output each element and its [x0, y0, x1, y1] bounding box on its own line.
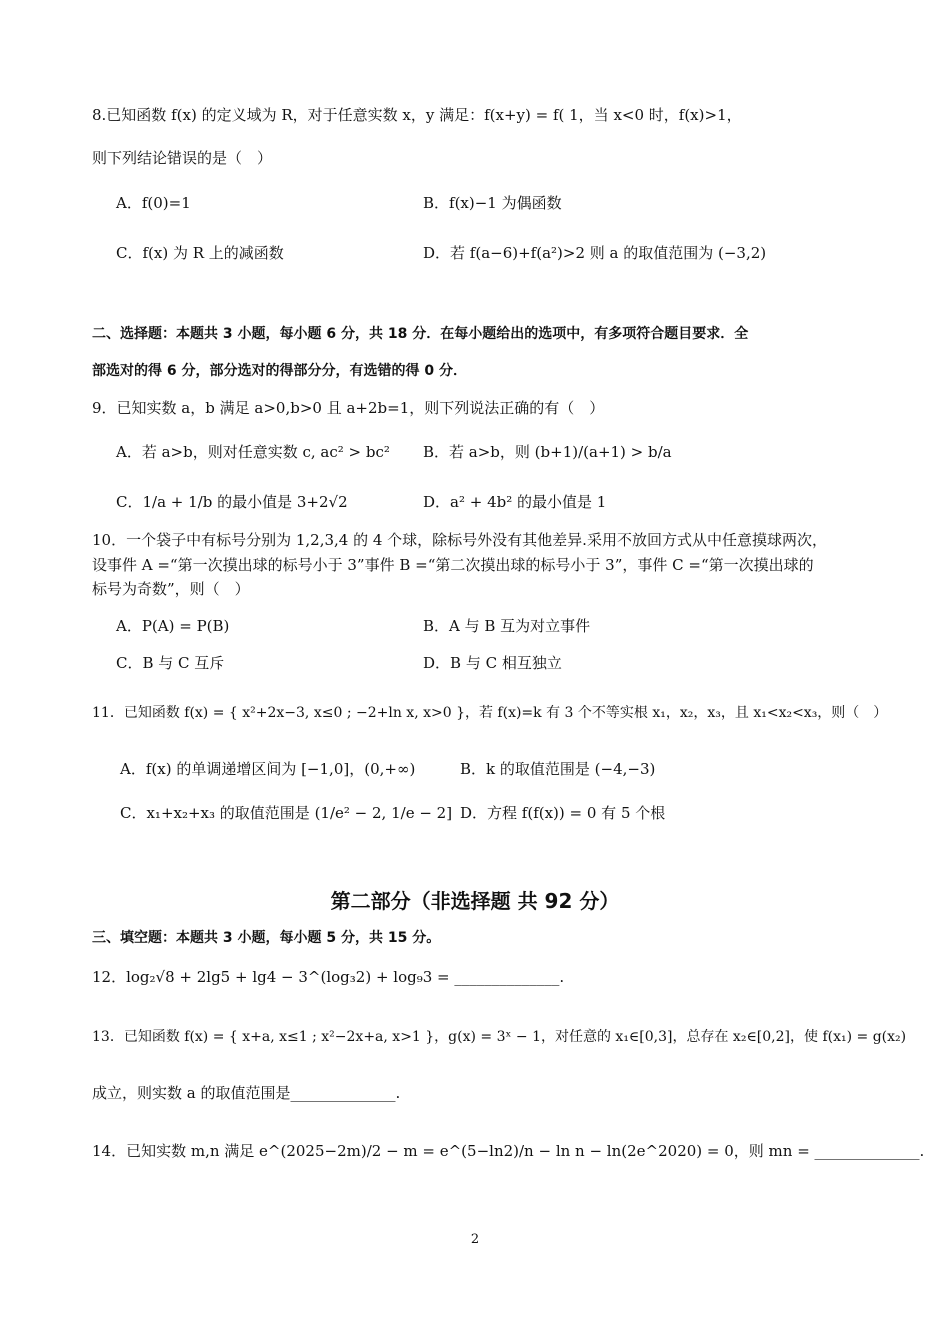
part2-title: 第二部分（非选择题 共 92 分）: [330, 889, 620, 913]
q9-option-d: D．a² + 4b² 的最小值是 1: [423, 493, 607, 511]
q11-option-a: A．f(x) 的单调递增区间为 [−1,0]，(0,+∞): [120, 760, 416, 778]
q9-option-b: B．若 a>b，则 (b+1)/(a+1) > b/a: [423, 443, 672, 461]
q11-stem: 11．已知函数 f(x) = { x²+2x−3, x≤0 ; −2+ln x, x>0 }，若 f(x)=k 有 3 个不等实根 x₁，x₂，x₃，且 x₁<x₂<x₃，则（ ）: [92, 705, 888, 721]
q9-option-c: C．1/a + 1/b 的最小值是 3+2√2: [116, 493, 348, 511]
q8-option-a: A．f(0)=1: [116, 194, 191, 212]
q11-option-c: C．x₁+x₂+x₃ 的取值范围是 (1/e² − 2, 1/e − 2]: [120, 804, 453, 822]
q9-option-a: A．若 a>b，则对任意实数 c, ac² > bc²: [116, 443, 390, 461]
q13-line-2: 成立，则实数 a 的取值范围是______________.: [92, 1084, 401, 1102]
q10-line-1: 10．一个袋子中有标号分别为 1,2,3,4 的 4 个球，除标号外没有其他差异.采用不放回方式从中任意摸球两次，: [92, 531, 827, 549]
q10-option-c: C．B 与 C 互斥: [116, 654, 225, 672]
q10-line-2: 设事件 A =“第一次摸出球的标号小于 3”事件 B =“第二次摸出球的标号小于 3”，事件 C =“第一次摸出球的: [92, 556, 814, 574]
q10-option-a: A．P(A) = P(B): [116, 617, 230, 635]
section2-heading-1: 二、选择题：本题共 3 小题，每小题 6 分，共 18 分．在每小题给出的选项中，有多项符合题目要求．全: [92, 326, 749, 342]
q11-option-d: D．方程 f(f(x)) = 0 有 5 个根: [460, 804, 666, 822]
q8-stem-2: 则下列结论错误的是（ ）: [92, 149, 273, 167]
q8-stem: 8.已知函数 f(x) 的定义域为 R，对于任意实数 x，y 满足：f(x+y) = f( 1，当 x<0 时，f(x)>1，: [92, 106, 742, 124]
q10-option-b: B．A 与 B 互为对立事件: [423, 617, 591, 635]
q14: 14．已知实数 m,n 满足 e^(2025−2m)/2 − m = e^(5−ln2)/n − ln n − ln(2e^2020) = 0，则 mn = ______________.: [92, 1142, 925, 1160]
q12: 12．log₂√8 + 2lg5 + lg4 − 3^(log₃2) + log₉3 = ______________.: [92, 968, 565, 986]
q10-line-3: 标号为奇数”，则（ ）: [92, 580, 250, 598]
q10-option-d: D．B 与 C 相互独立: [423, 654, 562, 672]
q9-stem: 9．已知实数 a，b 满足 a>0,b>0 且 a+2b=1，则下列说法正确的有（ ）: [92, 399, 605, 417]
page-number: 2: [470, 1232, 480, 1247]
q13-line-1: 13．已知函数 f(x) = { x+a, x≤1 ; x²−2x+a, x>1 }，g(x) = 3ˣ − 1，对任意的 x₁∈[0,3]，总存在 x₂∈[0,2]，使 f(x₁) = g(x₂): [92, 1029, 907, 1045]
q8-option-c: C．f(x) 为 R 上的减函数: [116, 244, 284, 262]
q8-option-d: D．若 f(a−6)+f(a²)>2 则 a 的取值范围为 (−3,2): [423, 244, 767, 262]
q8-option-b: B．f(x)−1 为偶函数: [423, 194, 562, 212]
section2-heading-2: 部选对的得 6 分，部分选对的得部分分，有选错的得 0 分．: [92, 363, 467, 379]
section3-heading: 三、填空题：本题共 3 小题，每小题 5 分，共 15 分。: [92, 930, 441, 946]
q11-option-b: B．k 的取值范围是 (−4,−3): [460, 760, 656, 778]
